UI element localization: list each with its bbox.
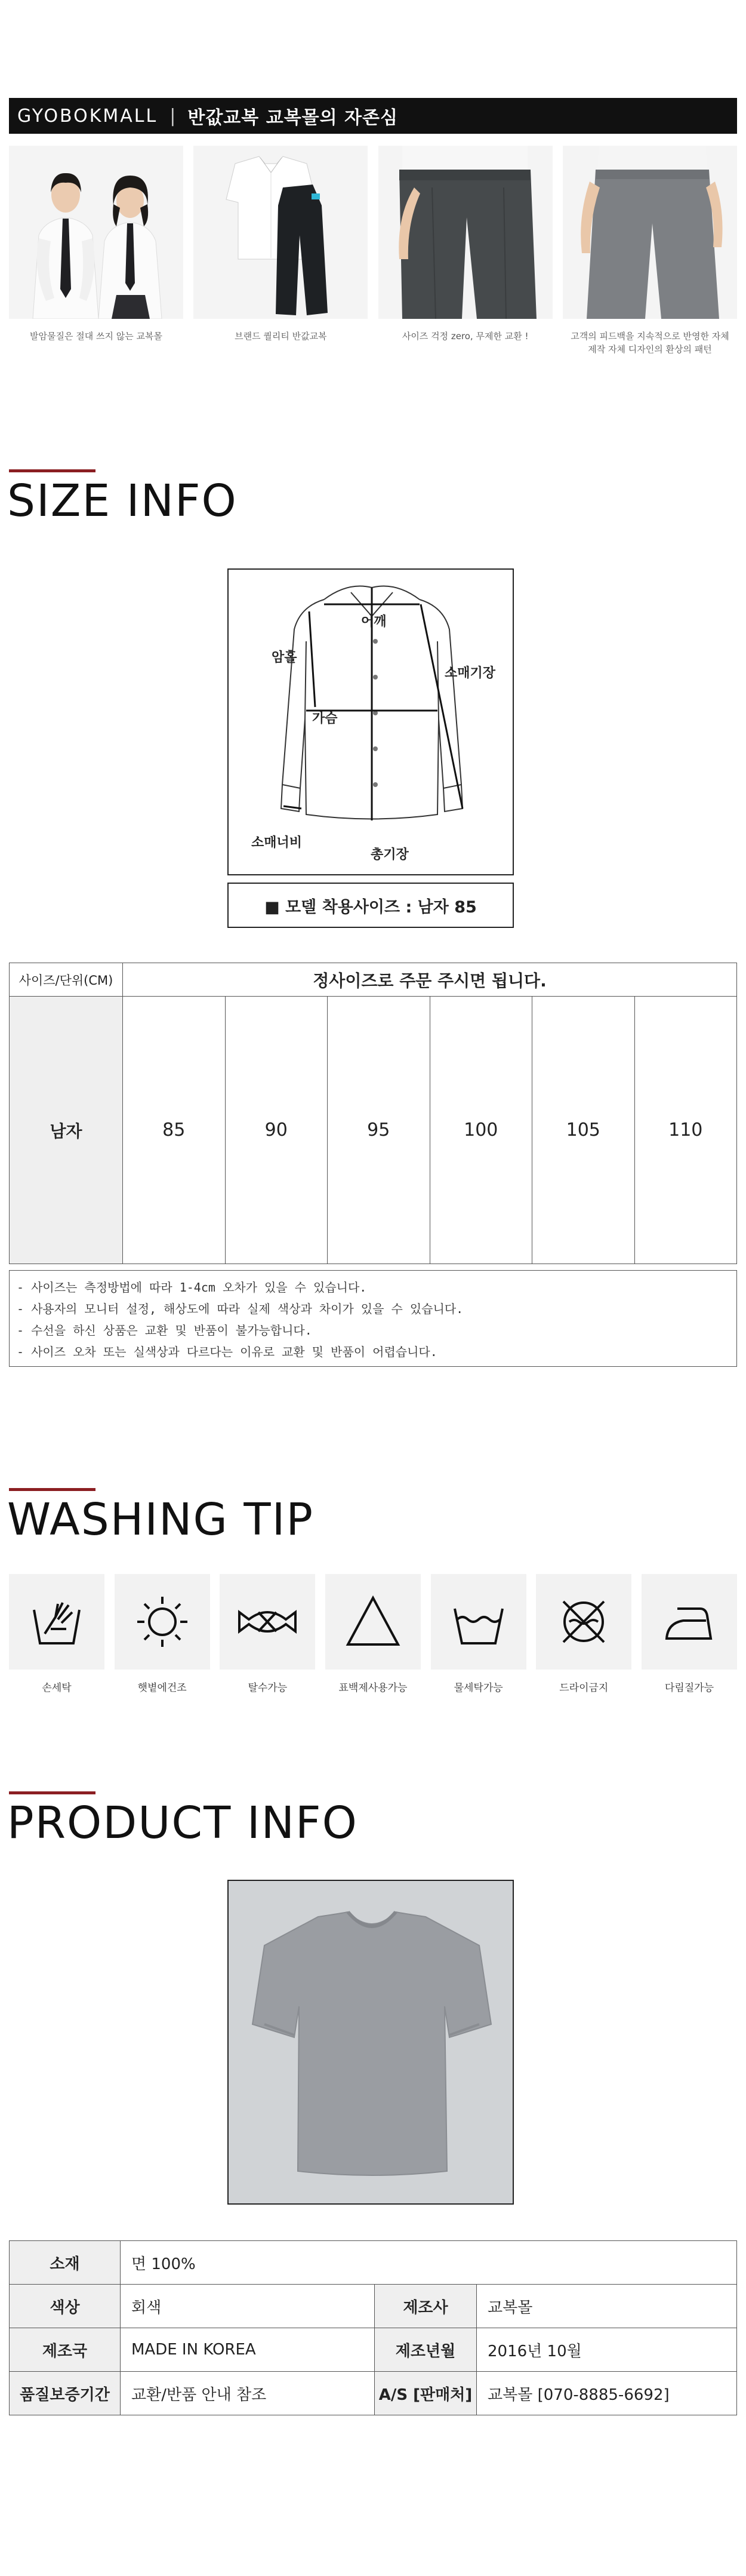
table-row	[10, 2241, 737, 2285]
wash-label: 표백제사용가능	[338, 1682, 408, 1694]
country-key: 제조국	[10, 2328, 121, 2372]
table-row	[10, 2285, 737, 2328]
as-key: A/S [판매처]	[375, 2372, 477, 2415]
color-value: 회색	[121, 2285, 375, 2328]
brand-name: GYOBOKMALL	[17, 105, 158, 127]
photo-caption: 고객의 피드백을 지속적으로 반영한 자체 제작 자체 디자인의 환상의 패턴	[571, 331, 729, 355]
feature-photo-pants	[378, 146, 553, 373]
wash-label: 다림질가능	[664, 1682, 714, 1694]
feature-photos	[9, 146, 737, 373]
section-accent-line	[9, 469, 95, 472]
size-guide-header: 정사이즈로 주문 주시면 됩니다.	[123, 963, 737, 997]
maker-value: 교복몰	[477, 2285, 737, 2328]
label-armhole: 암홀	[272, 650, 297, 665]
note-line: - 사이즈는 측정방법에 따라 1-4cm 오차가 있을 수 있습니다.	[17, 1280, 367, 1295]
color-key: 색상	[10, 2285, 121, 2328]
washing-tip-title: WASHING TIP	[7, 1494, 315, 1545]
maker-key: 제조사	[375, 2285, 477, 2328]
wash-item	[431, 1574, 526, 1694]
wash-item	[325, 1574, 421, 1694]
hand-wash-icon	[9, 1574, 104, 1670]
feature-photo-pattern	[563, 146, 737, 373]
warranty-key: 품질보증기간	[10, 2372, 121, 2415]
pattern-photo	[563, 146, 737, 319]
iron-icon	[642, 1574, 737, 1670]
label-shoulder: 어깨	[361, 614, 387, 629]
table-row	[10, 2328, 737, 2372]
size-info-title: SIZE INFO	[7, 475, 238, 527]
wash-item	[115, 1574, 210, 1694]
product-info-table	[9, 2240, 737, 2415]
photo-caption: 브랜드 퀄리티 반값교복	[235, 331, 327, 342]
size-unit-header: 사이즈/단위(CM)	[10, 963, 123, 997]
brand-banner	[9, 98, 737, 134]
photo-caption: 사이즈 걱정 zero, 무제한 교환 !	[402, 331, 529, 342]
size-cell: 100	[430, 997, 532, 1264]
wash-item	[9, 1574, 104, 1694]
wash-item	[536, 1574, 631, 1694]
warranty-value: 교환/반품 안내 참조	[121, 2372, 375, 2415]
banner-separator: |	[169, 105, 176, 127]
wash-item	[220, 1574, 315, 1694]
note-line: - 사용자의 모니터 설정, 해상도에 따라 실제 색상과 차이가 있을 수 있습니다.	[17, 1302, 464, 1316]
section-accent-line	[9, 1488, 95, 1491]
date-value: 2016년 10월	[477, 2328, 737, 2372]
uniform-photo	[193, 146, 368, 319]
wash-label: 햇볕에건조	[137, 1682, 187, 1694]
water-wash-icon	[431, 1574, 526, 1670]
section-accent-line	[9, 1791, 95, 1794]
pants-photo	[378, 146, 553, 319]
bleach-icon	[325, 1574, 421, 1670]
model-size-note: ■ 모델 착용사이즈 : 남자 85	[227, 883, 514, 928]
label-chest: 가슴	[312, 711, 338, 726]
photo-caption: 발암물질은 절대 쓰지 않는 교복몰	[30, 331, 162, 342]
material-value: 면 100%	[121, 2241, 737, 2285]
no-dry-clean-icon	[536, 1574, 631, 1670]
wash-item	[642, 1574, 737, 1694]
material-key: 소재	[10, 2241, 121, 2285]
washing-icons	[9, 1574, 737, 1694]
country-value: MADE IN KOREA	[121, 2328, 375, 2372]
feature-photo-students	[9, 146, 183, 373]
size-cell: 105	[532, 997, 635, 1264]
wash-label: 물세탁가능	[454, 1682, 503, 1694]
wash-label: 드라이금지	[559, 1682, 609, 1694]
size-cell: 90	[225, 997, 328, 1264]
label-total-length: 총기장	[371, 847, 409, 862]
size-table-header	[10, 963, 737, 997]
note-line: - 사이즈 오차 또는 실색상과 다르다는 이유로 교환 및 반품이 어렵습니다.	[17, 1345, 437, 1359]
brand-tagline: 반값교복 교복몰의 자존심	[187, 107, 399, 128]
as-value: 교복몰 [070-8885-6692]	[477, 2372, 737, 2415]
note-line: - 수선을 하신 상품은 교환 및 반품이 불가능합니다.	[17, 1323, 312, 1338]
size-notes	[9, 1270, 737, 1367]
wring-icon	[220, 1574, 315, 1670]
wash-label: 탈수가능	[248, 1682, 288, 1694]
table-row	[10, 997, 737, 1264]
gender-label: 남자	[10, 997, 123, 1264]
size-cell: 95	[328, 997, 430, 1264]
sun-dry-icon	[115, 1574, 210, 1670]
feature-photo-uniform	[193, 146, 368, 373]
product-photo	[227, 1880, 514, 2205]
product-info-title: PRODUCT INFO	[7, 1797, 358, 1849]
size-cell: 110	[634, 997, 737, 1264]
date-key: 제조년월	[375, 2328, 477, 2372]
table-row	[10, 2372, 737, 2415]
shirt-size-diagram	[227, 568, 514, 875]
label-sleeve-width: 소매너비	[251, 835, 303, 850]
size-cell: 85	[123, 997, 226, 1264]
wash-label: 손세탁	[42, 1682, 72, 1694]
size-table	[9, 963, 737, 1264]
label-sleeve-length: 소매기장	[445, 666, 496, 681]
students-photo	[9, 146, 183, 319]
